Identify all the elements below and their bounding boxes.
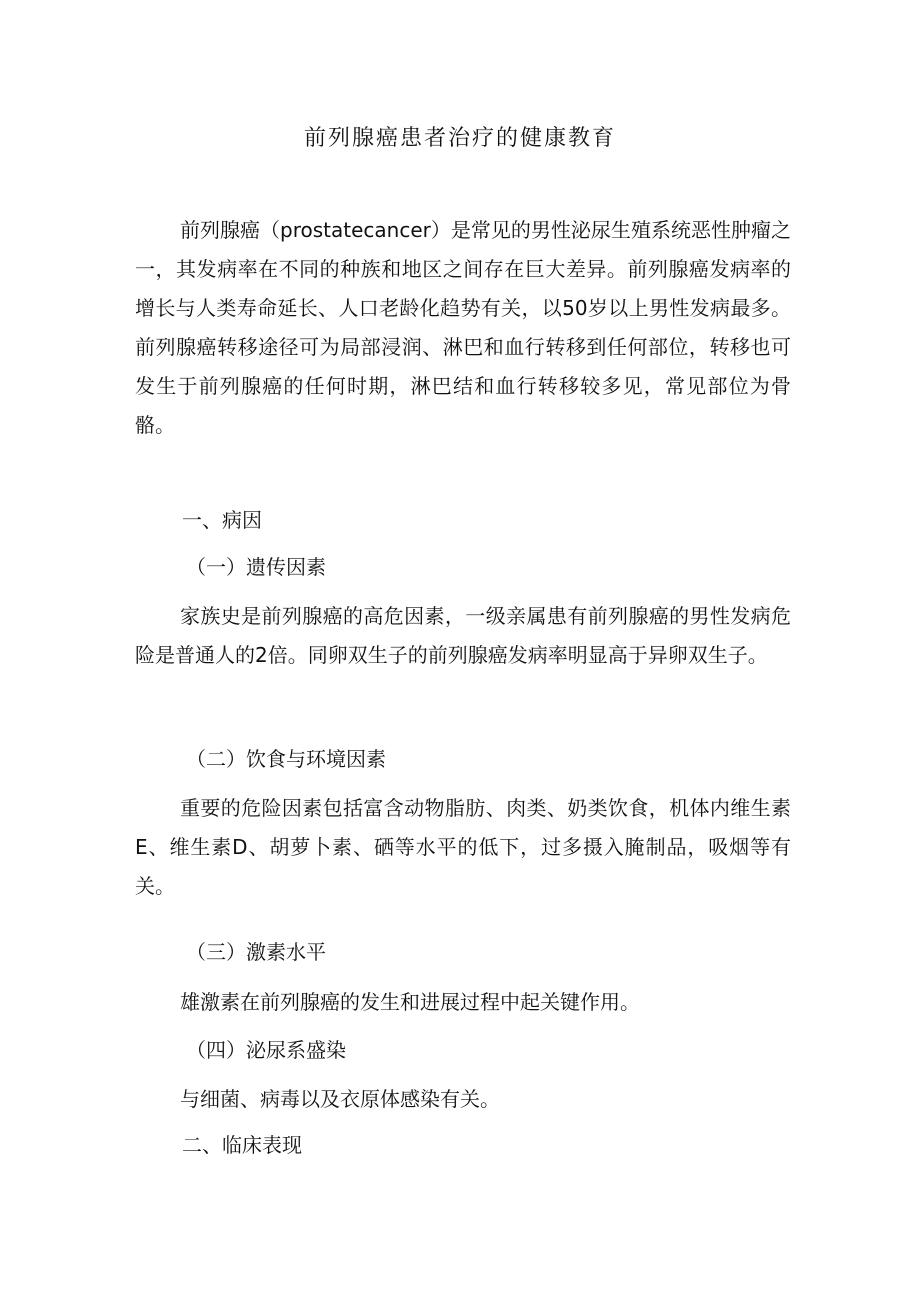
subsection-heading-hormones: （三）激素水平 (186, 940, 326, 964)
paragraph-genetics: 家族史是前列腺癌的高危因素，一级亲属患有前列腺癌的男性发病危险是普通人的2倍。同卵双生子的前列腺癌发病率明显高于异卵双生子。 (135, 604, 791, 667)
subsection-heading-diet-environment: （二）饮食与环境因素 (186, 747, 386, 771)
paragraph-hormones: 雄激素在前列腺癌的发生和进展过程中起关键作用。 (180, 990, 640, 1014)
document-title: 前列腺癌患者治疗的健康教育 (303, 126, 616, 151)
section-heading-causes: 一、病因 (182, 508, 262, 532)
paragraph-diet-environment: 重要的危险因素包括富含动物脂肪、肉类、奶类饮食，机体内维生素E、维生素D、胡萝卜素、硒等水平的低下，过多摄入腌制品，吸烟等有关。 (135, 796, 791, 898)
paragraph-infection: 与细菌、病毒以及衣原体感染有关。 (180, 1087, 500, 1111)
intro-paragraph: 前列腺癌（prostatecancer）是常见的男性泌尿生殖系统恶性肿瘤之一，其发病率在不同的种族和地区之间存在巨大差异。前列腺癌发病率的增长与人类寿命延长、人口老龄化趋势有关，以50岁以上男性发病最多。前列腺癌转移途径可为局部浸润、淋巴和血行转移到任何部位，转移也可发生于前列腺癌的任何时期，淋巴结和血行转移较多见，常见部位为骨骼。 (135, 218, 791, 437)
section-heading-clinical: 二、临床表现 (182, 1133, 302, 1157)
subsection-heading-infection: （四）泌尿系盛染 (186, 1038, 346, 1062)
subsection-heading-genetics: （一）遗传因素 (186, 555, 326, 579)
